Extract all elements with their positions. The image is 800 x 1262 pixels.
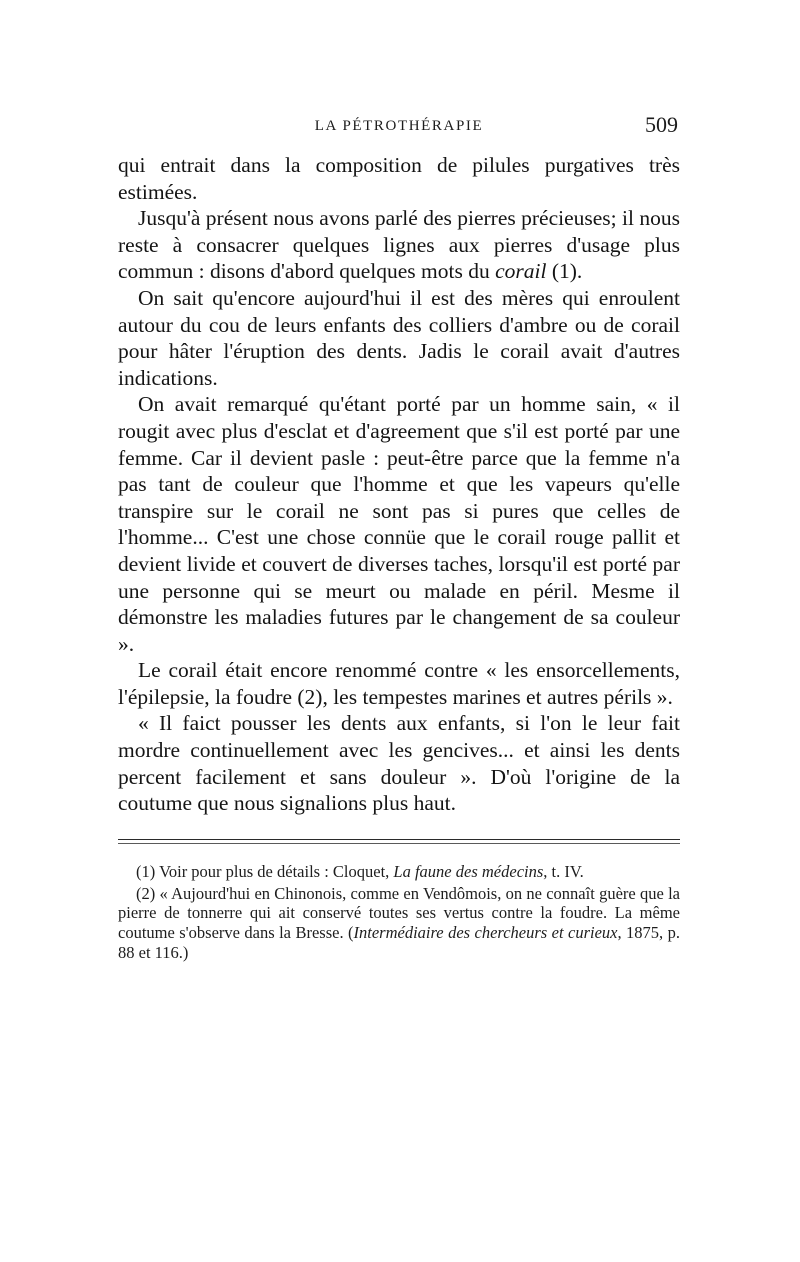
footnote-2-title: Intermédiaire des chercheurs et curieux [353, 923, 618, 943]
paragraph-6: « Il faict pousser les dents aux enfants, si l'on le leur fait mordre continuellement avec les gencives... et ainsi les dents percent facilement et sans douleur ». D'où l'origine de la coutume que nous signalions plus haut. [118, 711, 680, 816]
paragraph-2 [118, 205, 680, 285]
running-title: LA PÉTROTHÉRAPIE [314, 118, 484, 134]
footnote-divider-secondary [118, 843, 680, 844]
paragraph-1: qui entrait dans la composition de pilules purgatives très estimées. [118, 153, 680, 204]
book-page [118, 112, 680, 963]
footnote-1 [118, 862, 680, 882]
footnotes [118, 862, 680, 963]
footnote-2-citation: , 1875, p. 88 et 116.) [118, 923, 680, 963]
footnote-divider [118, 839, 680, 840]
paragraph-4: On avait remarqué qu'étant porté par un homme sain, « il rougit avec plus d'esclat et d'agreement que s'il est porté par une femme. Car il devient pasle : peut-être parce que la femme n'a pas tant de couleur que l'homme et que les vapeurs qu'elle transpire sur le corail ne sont pas si pures que celles de l'homme... C'est une chose connüe que le corail rouge pallit et devient livide et couvert de diverses taches, lorsqu'il est porté par une personne qui se meurt ou malade en péril. Mesme il démonstre les maladies futures par le changement de sa couleur ». [118, 392, 680, 656]
running-header [118, 112, 680, 142]
footnote-1-text: (1) Voir pour plus de détails : Cloquet, [136, 861, 394, 881]
main-text [118, 152, 680, 817]
footnote-1-title: La faune des médecins [393, 861, 544, 881]
footnote-1-volume: , t. IV. [543, 861, 584, 881]
paragraph-2-text: Jusqu'à présent nous avons parlé des pierres précieuses; il nous reste à consacrer quelques lignes aux pierres d'usage plus commun : disons d'abord quelques mots du [118, 206, 680, 284]
paragraph-5: Le corail était encore renommé contre « les ensorcellements, l'épilepsie, la foudre (2), les tempestes marines et autres périls ». [118, 658, 680, 709]
page-number: 509 [645, 112, 678, 137]
footnote-ref-1: (1). [546, 259, 583, 284]
footnote-2 [118, 884, 680, 963]
paragraph-3: On sait qu'encore aujourd'hui il est des mères qui enroulent autour du cou de leurs enfants des colliers d'ambre ou de corail pour hâter l'éruption des dents. Jadis le corail avait d'autres indications. [118, 285, 680, 390]
footnote-2-text: (2) « Aujourd'hui en Chinonois, comme en Vendômois, on ne connaît guère que la pierre de tonnerre qui ait conservé toutes ses vertus contre la foudre. La même coutume s'observe dans la Bresse. ( [118, 883, 680, 943]
paragraph-2-italic-term: corail [495, 259, 547, 284]
